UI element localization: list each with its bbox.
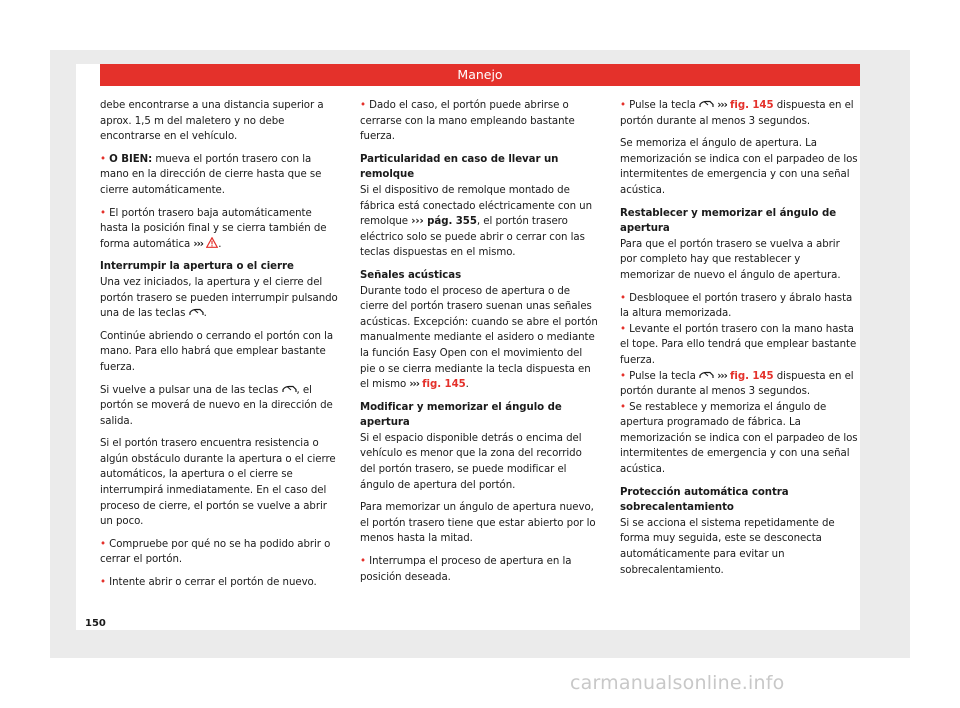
bullet-icon: • xyxy=(620,100,626,111)
bullet-item: • Compruebe por qué no se ha podido abrir o cerrar el portón. xyxy=(100,538,331,566)
paragraph: Se memoriza el ángulo de apertura. La memorización se indica con el parpadeo de los intermitentes de emergencia y con una señal acústica. xyxy=(620,138,858,196)
bullet-item: • Pulse la tecla ››› fig. 145 dispuesta en el portón durante al menos 3 segundos. xyxy=(620,100,854,127)
paragraph: Si vuelve a pulsar una de las teclas , el portón se moverá de nuevo en la dirección de salida. xyxy=(100,384,333,427)
bullet-item: • Desbloquee el portón trasero y ábralo hasta la altura memorizada. xyxy=(620,292,853,320)
bullet-item: • Pulse la tecla ››› fig. 145 dispuesta en el portón durante al menos 3 segundos. xyxy=(620,370,854,398)
section-heading: Particularidad en caso de llevar un remolque xyxy=(360,153,559,181)
bullet-icon: • xyxy=(100,538,106,550)
warning-triangle-icon xyxy=(206,237,218,248)
paragraph: Si el dispositivo de remolque montado de fábrica está conectado eléctricamente con un remolque ››› pág. 355, el portón trasero eléctrico solo se puede abrir o cerrar con las teclas dispuestas en el mismo. xyxy=(360,184,592,259)
paragraph: Si el espacio disponible detrás o encima del vehículo es menor que la zona del recorrido del portón trasero, se puede modificar el ángulo de apertura del portón. xyxy=(360,432,582,491)
section-header: Manejo xyxy=(100,64,860,86)
page-reference[interactable]: ››› pág. 355 xyxy=(411,216,477,228)
section-heading: Modificar y memorizar el ángulo de apertura xyxy=(360,401,562,429)
car-tailgate-icon xyxy=(699,100,714,109)
paragraph: Si se acciona el sistema repetidamente de forma muy seguida, este se desconecta automáticamente para evitar un sobrecalentamiento. xyxy=(620,517,835,576)
bullet-item: • Intente abrir o cerrar el portón de nuevo. xyxy=(100,577,317,589)
paragraph: Para que el portón trasero se vuelva a abrir por completo hay que restablecer y memorizar de nuevo el ángulo de apertura. xyxy=(620,238,841,281)
bullet-icon: • xyxy=(100,207,106,219)
bullet-item: • Levante el portón trasero con la mano hasta el tope. Para ello tendrá que emplear bastante fuerza. xyxy=(620,323,857,366)
car-tailgate-icon xyxy=(189,308,204,317)
bullet-icon: • xyxy=(360,100,366,111)
section-heading: Restablecer y memorizar el ángulo de apertura xyxy=(620,207,837,235)
paragraph: debe encontrarse a una distancia superior a aprox. 1,5 m del maletero y no debe encontrarse en el vehículo. xyxy=(100,100,324,143)
figure-reference[interactable]: fig. 145 xyxy=(730,370,774,382)
text-column-2 xyxy=(360,98,598,592)
bullet-icon: • xyxy=(620,370,626,382)
bullet-item: • El portón trasero baja automáticamente hasta la posición final y se cierra también de forma automática ››› . xyxy=(100,207,327,250)
bullet-item: • O BIEN: mueva el portón trasero con la mano en la dirección de cierre hasta que se cierre automáticamente. xyxy=(100,153,322,196)
paragraph: Si el portón trasero encuentra resistencia o algún obstáculo durante la apertura o el cierre automáticos, la apertura o el cierre se interrumpirá inmediatamente. En el caso del proceso de cierre, el portón se vuelve a abrir un poco. xyxy=(100,438,336,528)
text-column-1 xyxy=(100,98,338,598)
bullet-icon: • xyxy=(100,577,106,589)
paragraph: Continúe abriendo o cerrando el portón con la mano. Para ello habrá que emplear bastante fuerza. xyxy=(100,330,334,373)
paragraph: Una vez iniciados, la apertura y el cierre del portón trasero se pueden interrumpir pulsando una de las teclas . xyxy=(100,276,338,320)
bullet-item: • Dado el caso, el portón puede abrirse o cerrarse con la mano empleando bastante fuerza. xyxy=(360,100,575,143)
paragraph: Para memorizar un ángulo de apertura nuevo, el portón trasero tiene que estar abierto por lo menos hasta la mitad. xyxy=(360,502,596,545)
section-heading: Protección automática contra sobrecalentamiento xyxy=(620,486,789,514)
text-column-3 xyxy=(620,98,858,585)
bullet-icon: • xyxy=(100,153,106,165)
bullet-icon: • xyxy=(620,323,626,335)
section-heading: Señales acústicas xyxy=(360,269,462,281)
car-tailgate-icon xyxy=(699,371,714,380)
bullet-item: • Se restablece y memoriza el ángulo de apertura programado de fábrica. La memorización se indica con el parpadeo de los intermitentes de emergencia y con una señal acústica. xyxy=(620,401,858,476)
bullet-icon: • xyxy=(620,401,626,413)
car-tailgate-icon xyxy=(282,385,297,394)
section-heading: Interrumpir la apertura o el cierre xyxy=(100,261,294,273)
bullet-icon: • xyxy=(360,556,366,568)
figure-reference[interactable]: fig. 145 xyxy=(730,100,774,111)
bullet-item: • Interrumpa el proceso de apertura en la posición deseada. xyxy=(360,556,572,583)
page-number: 150 xyxy=(85,618,106,629)
paragraph: Durante todo el proceso de apertura o de cierre del portón trasero suenan unas señales acústicas. Excepción: cuando se abre el portón manualmente mediante el asidero o mediante la función Easy Open con el movimiento del pie o se cierra mediante la tecla dispuesta en el mismo ››› fig. 145. xyxy=(360,285,598,391)
watermark: carmanualsonline.info xyxy=(570,672,785,694)
bullet-icon: • xyxy=(620,292,626,304)
figure-reference[interactable]: fig. 145 xyxy=(422,379,466,391)
